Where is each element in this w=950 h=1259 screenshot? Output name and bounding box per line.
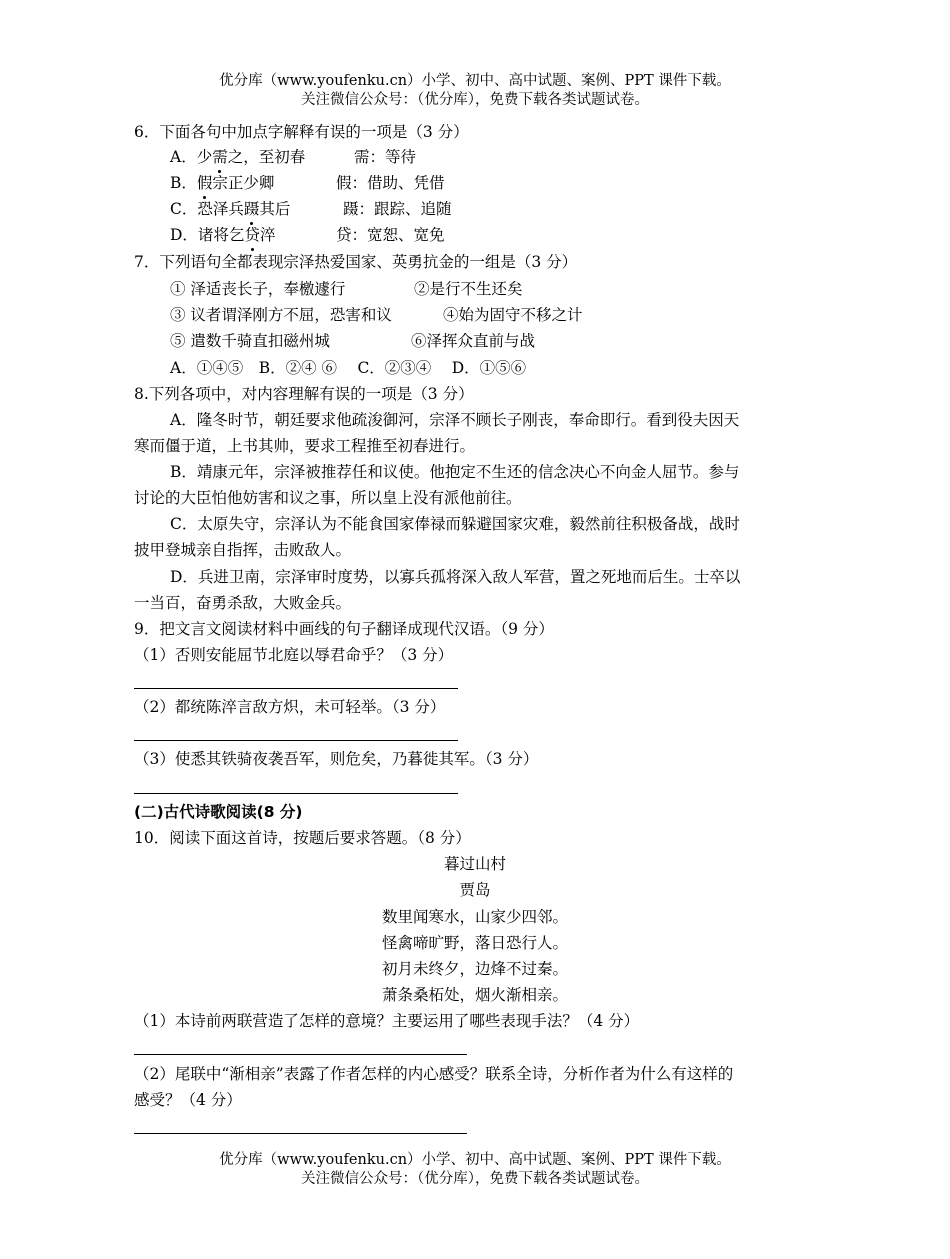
poem-line: 萧条桑柘处，烟火渐相亲。 [381,986,568,1004]
header-line-1: 优分库（www.youfenku.cn）小学、初中、高中试题、案例、PPT 课件下载。 [219,73,731,89]
q8-option-d-line1: D．兵进卫南，宗泽审时度势，以寡兵孤将深入敌人军营，置之死地而后生。士卒以 [170,568,741,586]
poem-line: 数里闻寒水，山家少四邻。 [381,908,568,926]
q6-b-post: 宗正少卿 [212,174,275,192]
section-2-title: (二)古代诗歌阅读(8 分) [134,803,303,821]
footer-line-2: 关注微信公众号：（优分库），免费下载各类试题试卷。 [301,1171,649,1187]
q9-stem: 9．把文言文阅读材料中画线的句子翻译成现代汉语。（9 分） [134,620,554,638]
q10-answer-line-2 [134,1133,467,1134]
q7-item-2: ②是行不生还矣 [414,280,523,298]
footer-line-1: 优分库（www.youfenku.cn）小学、初中、高中试题、案例、PPT 课件下载。 [219,1152,731,1168]
q7-item-6: ⑥泽挥众直前与战 [411,332,536,350]
q10-part-2-line2: 感受？（4 分） [134,1091,242,1109]
q7-item-5: ⑤ 遣数千骑直扣磁州城 [170,332,330,350]
q6-a-pre: A．少 [170,148,213,166]
q6-stem: 6．下面各句中加点字解释有误的一项是（3 分） [134,123,469,141]
q6-option-a [170,146,305,168]
q6-d-dotted-char: 贷 [244,226,260,244]
q6-c-pre: C．恐泽兵 [170,200,244,218]
poem-author: 贾岛 [459,881,491,899]
q6-c-post: 其后 [259,200,291,218]
q6-option-c [170,198,290,220]
q8-option-a-line2: 寒而僵于道，上书其帅，要求工程推至初春进行。 [134,437,476,455]
q9-sentence-1: （1）否则安能屈节北庭以辱君命乎？（3 分） [134,646,454,664]
q9-answer-line-3 [134,793,458,794]
q9-sentence-2: （2）都统陈淬言敌方炽，未可轻举。（3 分） [134,698,446,716]
q7-item-3: ③ 议者谓泽刚方不屈，恐害和议 [170,306,392,324]
q6-a-post: 之，至初春 [227,148,306,166]
q8-option-b-line2: 讨论的大臣怕他妨害和议之事，所以皇上没有派他前往。 [134,489,522,507]
header-line-2: 关注微信公众号：（优分库），免费下载各类试题试卷。 [301,92,649,108]
q8-option-d-line2: 一当百，奋勇杀敌，大败金兵。 [134,594,352,612]
q6-b-dotted-char: 假 [196,174,213,192]
q10-part-2-line1: （2）尾联中“渐相亲”表露了作者怎样的内心感受？联系全诗，分析作者为什么有这样的 [134,1065,734,1083]
q6-a-dotted-char: 需 [212,148,228,166]
q7-item-1: ① 泽适丧长子，奉檄遽行 [170,280,346,298]
q6-c-dotted-char: 蹑 [243,200,260,218]
q9-sentence-3: （3）使悉其铁骑夜袭吾军，则危矣，乃暮徙其军。（3 分） [134,750,539,768]
q6-b-pre: B． [170,174,197,192]
q9-answer-line-1 [134,688,458,689]
q7-options: A．①④⑤ B．②④ ⑥ C．②③④ D．①⑤⑥ [170,359,527,377]
q6-option-d [170,224,275,246]
q8-stem: 8.下列各项中，对内容理解有误的一项是（3 分） [134,385,474,403]
q6-option-b-explain: 假：借助、凭借 [336,174,445,192]
q7-stem: 7．下列语句全都表现宗泽热爱国家、英勇抗金的一组是（3 分） [134,253,578,271]
q10-stem: 10．阅读下面这首诗，按题后要求答题。（8 分） [134,829,471,847]
poem-line: 怪禽啼旷野，落日恐行人。 [381,934,568,952]
q6-d-post: 淬 [259,226,276,244]
q6-option-d-explain: 贷：宽恕、宽免 [336,226,445,244]
q9-answer-line-2 [134,740,458,741]
q10-answer-line-1 [134,1054,467,1055]
q7-item-4: ④始为固守不移之计 [443,306,583,324]
poem-line: 初月未终夕，边烽不过秦。 [381,960,568,978]
q8-option-a-line1: A．隆冬时节，朝廷要求他疏浚御河，宗泽不顾长子刚丧，奉命即行。看到役夫因天 [170,411,740,429]
q6-d-pre: D．诸将乞 [170,226,245,244]
q8-option-c-line1: C．太原失守，宗泽认为不能食国家俸禄而躲避国家灾难，毅然前往积极备战，战时 [170,515,740,533]
poem-title: 暮过山村 [443,855,506,873]
q6-option-a-explain: 需：等待 [354,148,417,166]
q8-option-c-line2: 披甲登城亲自指挥，击败敌人。 [134,541,352,559]
q6-option-b [170,172,274,194]
q10-part-1: （1）本诗前两联营造了怎样的意境？主要运用了哪些表现手法？（4 分） [134,1012,640,1030]
q6-option-c-explain: 蹑：跟踪、追随 [343,200,452,218]
q8-option-b-line1: B．靖康元年，宗泽被推荐任和议使。他抱定不生还的信念决心不向金人屈节。参与 [170,463,740,481]
